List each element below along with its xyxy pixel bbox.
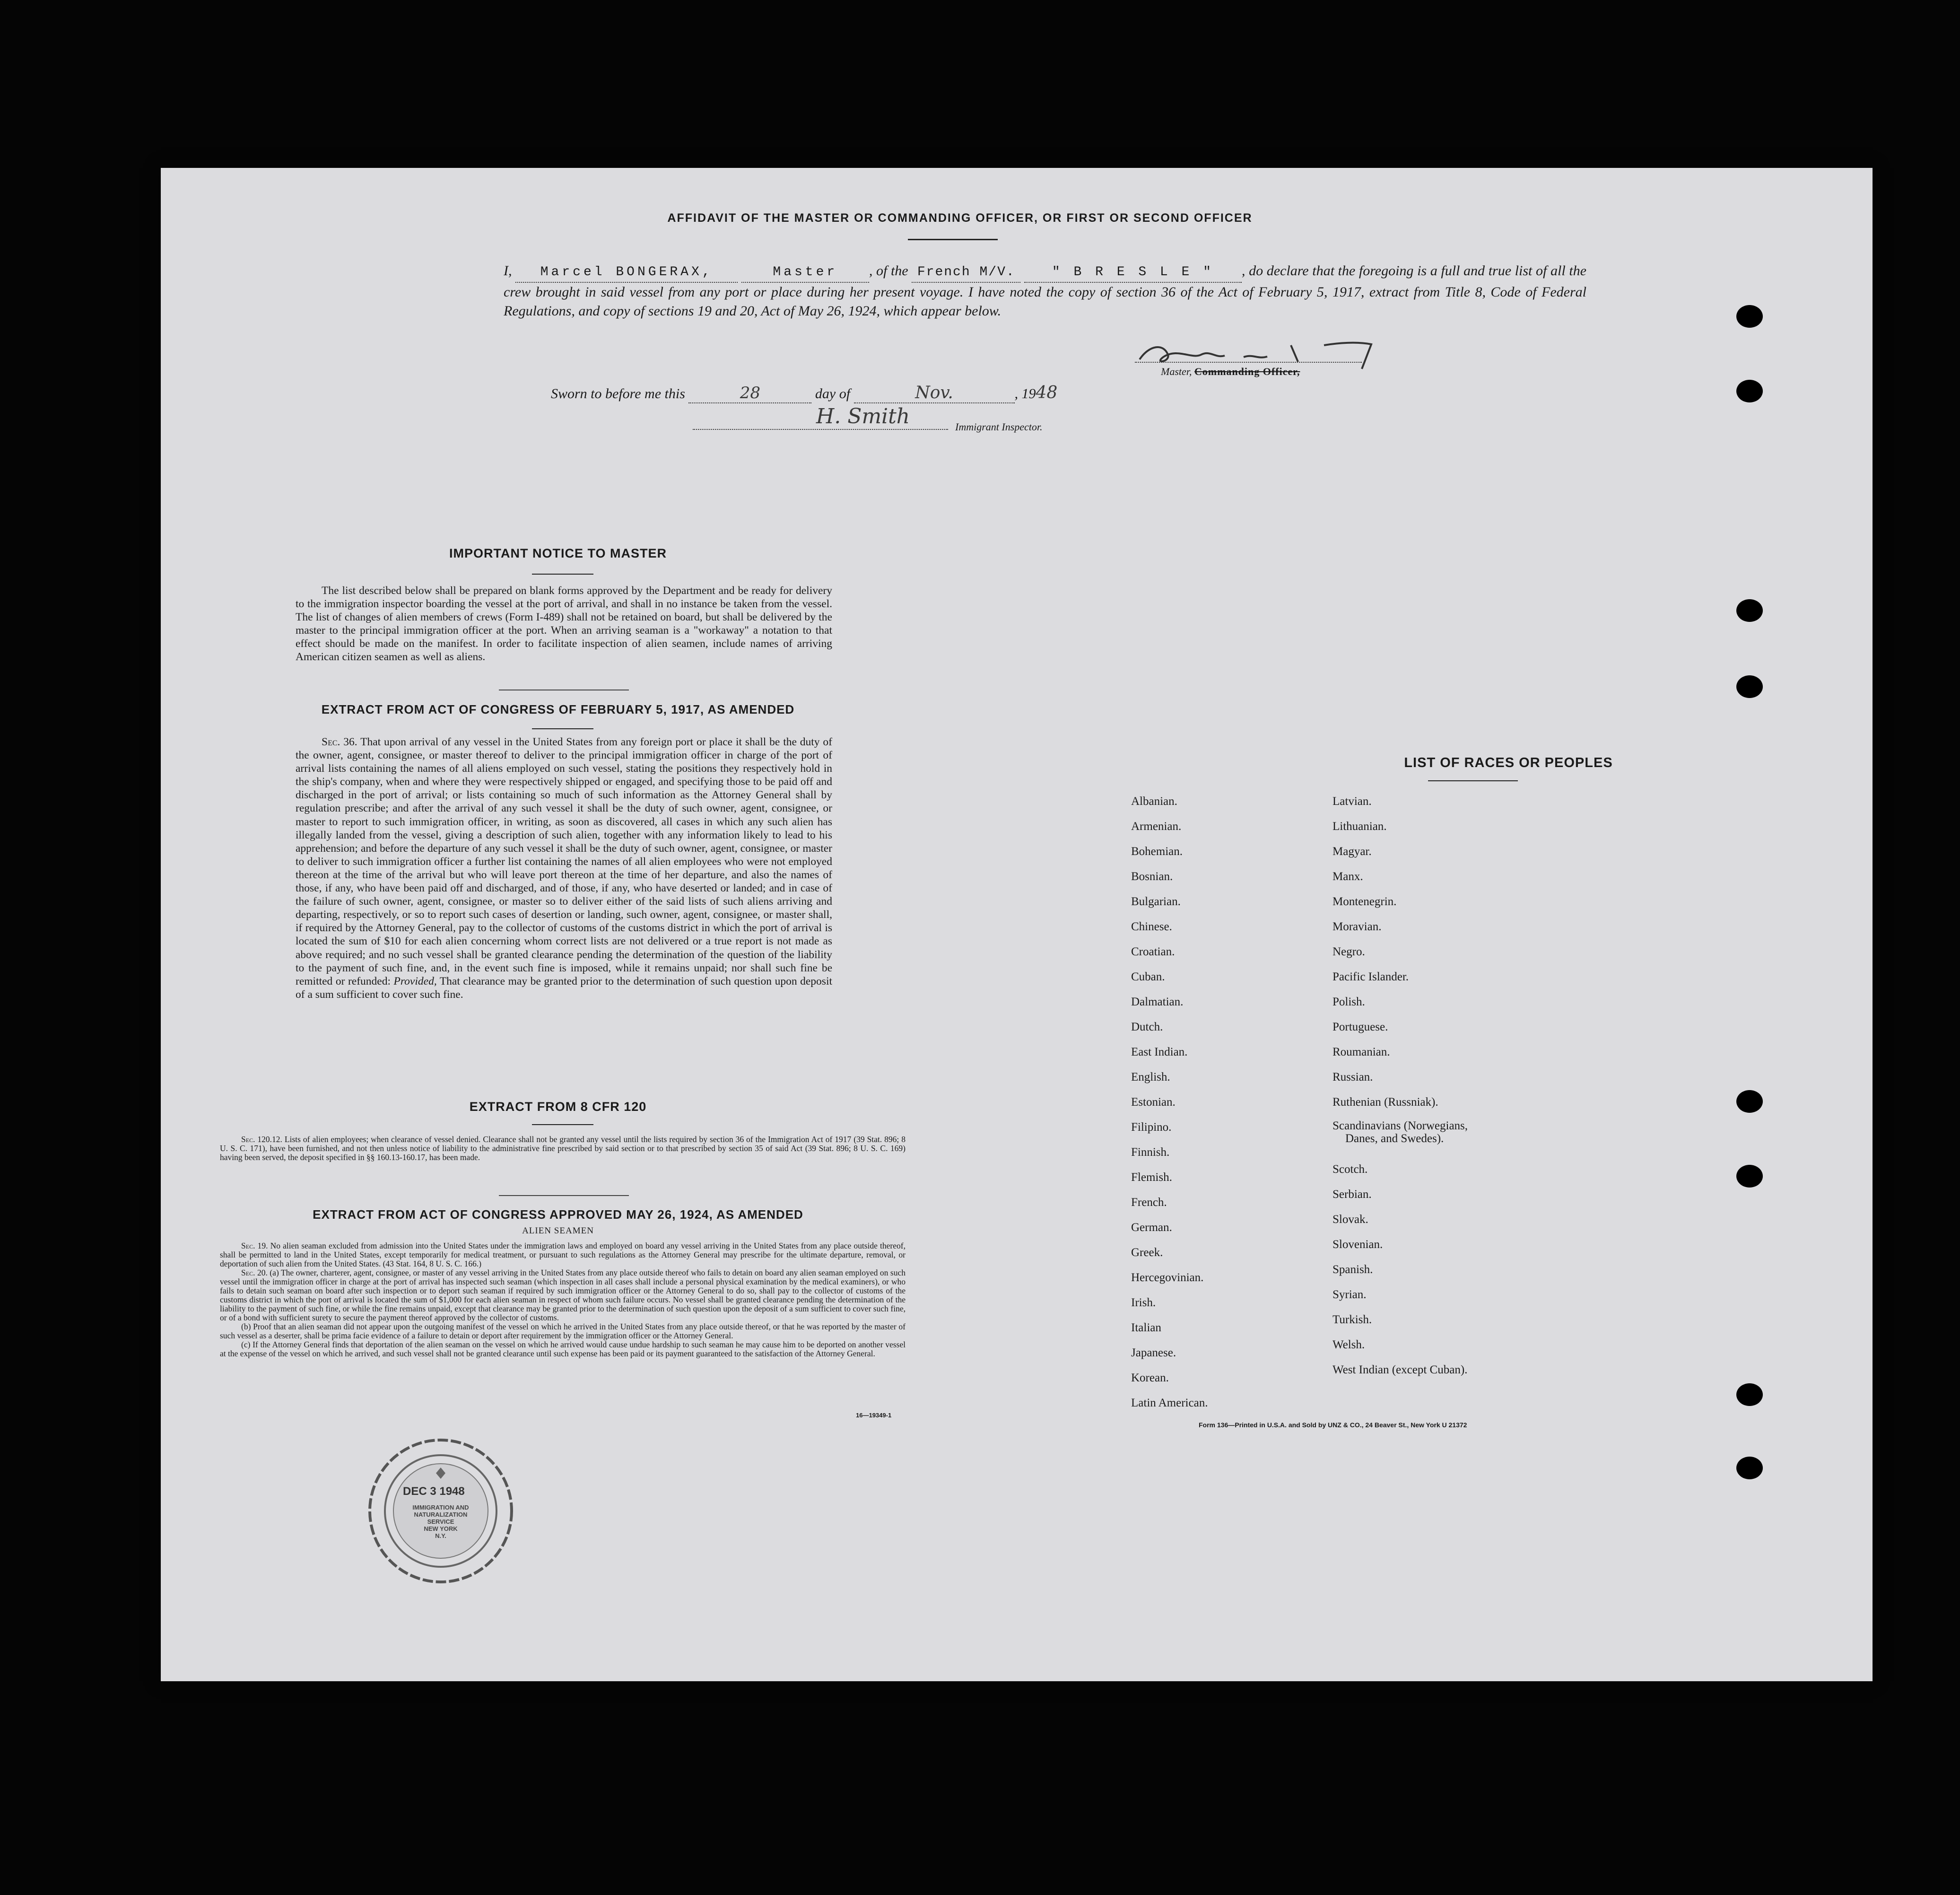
sec-20a-text: (a) The owner, charterer, agent, consignee, or master of any vessel arriving in the United States from any place outside thereof who fails to detain on board any alien seaman employed on such vessel until the immigration officer in charge at the port of arrival has inspected such seaman (which inspection in all cases shall include a personal physical examination by the medical examiners), or who fails to detain such seaman on board after such inspection or to deport such seaman if required by such immigration officer or the Attorney General to do so, shall pay to the collector of customs of the customs district in which the port of arrival is located the sum of $1,000 for each alien seaman in respect of whom such failure occurs. No vessel shall be granted clearance pending the determination of the liability to the payment of such fine, or while the fine remains unpaid, except that clearance may be granted prior to the determination of such question upon the deposit of a sum sufficient to cover such fine, or of a bond with sufficient surety to secure the payment thereof approved by the collector of customs. xyxy=(220,1268,906,1322)
stamp-line: N.Y. xyxy=(435,1532,446,1539)
race-item: Japanese. xyxy=(1131,1346,1176,1359)
race-item: German. xyxy=(1131,1221,1172,1234)
race-item: Manx. xyxy=(1333,870,1363,883)
race-item: Russian. xyxy=(1333,1071,1373,1083)
race-item: Irish. xyxy=(1131,1296,1156,1309)
race-item: Hercegovinian. xyxy=(1131,1271,1204,1284)
sec-19 xyxy=(220,1241,906,1268)
race-item: Ruthenian (Russniak). xyxy=(1333,1096,1438,1109)
act-1924-subtitle: ALIEN SEAMEN xyxy=(522,1226,594,1236)
stamp-text xyxy=(405,1504,476,1539)
binder-hole xyxy=(1736,1457,1763,1479)
act-1924-body xyxy=(220,1241,906,1358)
struck-caption: Commanding Officer, xyxy=(1194,366,1300,377)
stamp-line: NEW YORK xyxy=(424,1525,458,1532)
act-1917-sec-label: Sec. 36. xyxy=(322,736,357,748)
sec-20c: (c) If the Attorney General finds that deportation of the alien seaman on the vessel on which he arrived would cause undue hardship to such seaman he may cause him to be deported on another vessel at the expense of the vessel on which he arrived, and such vessel shall not be granted clearance until such expense has been paid or its payment guaranteed to the satisfaction of the Attorney General. xyxy=(220,1340,906,1358)
month-field: Nov. xyxy=(854,383,1015,403)
of-the-text: , of the xyxy=(869,263,908,279)
title-rule xyxy=(908,239,998,240)
race-item: Welsh. xyxy=(1333,1338,1365,1351)
day-field: 28 xyxy=(688,384,811,403)
sworn-line xyxy=(551,383,1057,403)
vessel-name-field: " B R E S L E " xyxy=(1024,263,1242,283)
binder-hole xyxy=(1736,675,1763,698)
stamp-line: NATURALIZATION xyxy=(414,1511,468,1518)
races-left-column xyxy=(1131,789,1208,1415)
notice-body: The list described below shall be prepared on blank forms approved by the Department and be ready for delivery to the immigration inspector boarding the vessel at the port of arrival, and shall in no instance be taken from the vessel. The list of changes of alien members of crews (Form I-489) shall not be retained on board, but shall be delivered by the master to the principal immigration officer at the port. When an arriving seaman is a "workaway" a notation to that effect should be made on the manifest. In order to facilitate inspection of alien seamen, include names of arriving American citizen seamen as well as aliens. xyxy=(296,585,832,663)
act-1917-provided: Provided, xyxy=(393,975,437,987)
race-item: Roumanian. xyxy=(1333,1046,1390,1058)
sec-20a xyxy=(220,1268,906,1322)
cfr-title: EXTRACT FROM 8 CFR 120 xyxy=(469,1100,647,1114)
act-1917-title: EXTRACT FROM ACT OF CONGRESS OF FEBRUARY 5, 1917, AS AMENDED xyxy=(321,702,795,716)
rank-field: Master xyxy=(741,263,869,283)
race-item: Bohemian. xyxy=(1131,845,1183,858)
cfr-text: Lists of alien employees; when clearance of vessel denied. Clearance shall not be granted any vessel until the lists required by section 36 of the Immigration Act of 1917 (39 Stat. 896; 8 U. S. C. 171), have been furnished, and not then unless notice of liability to the administrative fine prescribed by said section or to that prescribed by section 35 of said Act (39 Stat. 896; 8 U. S. C. 169) having been served, the deposit specified in §§ 160.13-160.17, has been made. xyxy=(220,1135,906,1162)
notice-title: IMPORTANT NOTICE TO MASTER xyxy=(449,546,667,560)
race-item: Lithuanian. xyxy=(1333,820,1387,833)
sworn-prefix: Sworn to before me this xyxy=(551,386,685,402)
act-1917-tail: That clearance may be granted prior to the determination of such question upon deposit of a sum sufficient to cover such fine. xyxy=(296,975,833,1001)
race-item: Danes, and Swedes). xyxy=(1345,1132,1444,1145)
binder-hole xyxy=(1736,380,1763,402)
act-1917-rule xyxy=(532,728,593,729)
race-item: West Indian (except Cuban). xyxy=(1333,1363,1468,1376)
inspector-signature: H. Smith xyxy=(816,404,910,428)
flag-field: French M/V. xyxy=(912,263,1020,283)
race-item: Slovak. xyxy=(1333,1213,1368,1226)
notice-rule xyxy=(532,574,593,575)
race-item: Portuguese. xyxy=(1333,1021,1388,1033)
race-item: Montenegrin. xyxy=(1333,895,1397,908)
affidavit-i: I, xyxy=(504,263,512,279)
race-item: Armenian. xyxy=(1131,820,1182,833)
race-item: Magyar. xyxy=(1333,845,1372,858)
race-item: Croatian. xyxy=(1131,945,1175,958)
day-of-text: day of xyxy=(815,386,851,402)
sec-19-text: No alien seaman excluded from admission into the United States under the immigration laws and employed on board any vessel arriving in the United States from any place outside thereof, shall be permitted to land in the United States, except temporarily for medical treatment, or pursuant to such regulations as the Attorney General may prescribe for the ultimate departure, removal, or deportation of such alien from the United States. (43 Stat. 164, 8 U. S. C. 166.) xyxy=(220,1241,906,1268)
race-item: Pacific Islander. xyxy=(1333,970,1409,983)
race-item: Scotch. xyxy=(1333,1163,1368,1176)
binder-hole xyxy=(1736,1383,1763,1406)
race-item: Cuban. xyxy=(1131,970,1165,983)
binder-hole xyxy=(1736,599,1763,622)
race-item: Negro. xyxy=(1333,945,1365,958)
race-item: Dalmatian. xyxy=(1131,996,1184,1008)
race-item: East Indian. xyxy=(1131,1046,1188,1058)
stamp-line: SERVICE xyxy=(427,1518,454,1525)
race-item: Polish. xyxy=(1333,996,1365,1008)
stamp-date: DEC 3 1948 xyxy=(403,1485,465,1498)
race-item: Estonian. xyxy=(1131,1096,1176,1109)
cfr-sec-label: Sec. 120.12. xyxy=(241,1135,282,1144)
affidavit-title: AFFIDAVIT OF THE MASTER OR COMMANDING OFFICER, OR FIRST OR SECOND OFFICER xyxy=(667,211,1253,225)
race-item: Korean. xyxy=(1131,1371,1169,1384)
inspector-signature-line xyxy=(693,429,948,430)
document-page xyxy=(161,168,1873,1681)
race-item: French. xyxy=(1131,1196,1167,1209)
race-item: Turkish. xyxy=(1333,1313,1372,1326)
races-title: LIST OF RACES OR PEOPLES xyxy=(1404,755,1613,770)
race-item: Filipino. xyxy=(1131,1121,1172,1134)
race-item: Flemish. xyxy=(1131,1171,1172,1184)
races-right-column xyxy=(1333,789,1468,1382)
race-item: Syrian. xyxy=(1333,1288,1367,1301)
race-item: Latin American. xyxy=(1131,1397,1208,1409)
cfr-body xyxy=(220,1135,906,1162)
race-item: Italian xyxy=(1131,1321,1161,1334)
year-prefix: , 19 xyxy=(1014,386,1036,402)
sec-20b: (b) Proof that an alien seaman did not appear upon the outgoing manifest of the vessel on which he arrived in the United States from any place outside thereof, or that he was reported by the master of such vessel as a deserter, shall be prima facie evidence of a failure to detain or deport after requirement by the immigration officer or the Attorney General. xyxy=(220,1322,906,1340)
form-footer: Form 136—Printed in U.S.A. and Sold by UNZ & CO., 24 Beaver St., New York U 21372 xyxy=(1199,1421,1467,1429)
act-1924-title: EXTRACT FROM ACT OF CONGRESS APPROVED MAY 26, 1924, AS AMENDED xyxy=(313,1207,803,1222)
race-item: Serbian. xyxy=(1333,1188,1372,1201)
binder-hole xyxy=(1736,1165,1763,1188)
binder-hole xyxy=(1736,305,1763,328)
declare-text: , do declare xyxy=(1241,263,1309,279)
race-item: Moravian. xyxy=(1333,920,1382,933)
race-item: Spanish. xyxy=(1333,1263,1373,1276)
act-1917-text: That upon arrival of any vessel in the United States from any foreign port or place it shall be the duty of the owner, agent, consignee, or master thereof to deliver to the principal immigration officer in charge of the port of arrival lists containing the names of all aliens employed on such vessel, stating the positions they respectively hold in the ship's company, when and where they were respectively shipped or engaged, and specifying those to be paid off and discharged in the port of arrival; or lists containing so much of such information as the Attorney General shall by regulation prescribe; and after the arrival of any such vessel it shall be the duty of such owner, agent, consignee, or master to report to such immigration officer, in writing, as soon as discovered, all cases in which any such alien has illegally landed from the vessel, giving a description of such alien, together with any information likely to lead to his apprehension; and before the departure of any such vessel it shall be the duty of such owner, agent, consignee, or master to deliver to such immigration officer a further list containing the names of all alien employees who were not employed thereon at the time of the arrival but who will leave port thereon at the time of her departure, and also the names of those, if any, who have been paid off and discharged, and of those, if any, who have deserted or landed; and in case of the failure of such owner, agent, consignee, or master so to deliver either of the said lists of such aliens arriving and departing, respectively, or so to report such cases of desertion or landing, such owner, agent, consignee, or master shall, if required by the Attorney General, pay to the collector of customs of the customs district in which the port of arrival is located the sum of $10 for each alien concerning whom correct lists are not delivered or a true report is not made as above required; and no such vessel shall be granted clearance pending the determination of the question of the liability to the payment of such fine, and, in the event such fine is imposed, while it remains unpaid; nor shall such fine be remitted or refunded: xyxy=(296,736,833,987)
divider-2 xyxy=(499,1195,629,1196)
race-item: Chinese. xyxy=(1131,920,1172,933)
race-item: Finnish. xyxy=(1131,1146,1170,1159)
inspector-caption: Immigrant Inspector. xyxy=(955,421,1043,433)
stamp-line: IMMIGRATION AND xyxy=(412,1504,469,1511)
master-caption-label: Master, xyxy=(1161,366,1192,377)
race-item: English. xyxy=(1131,1071,1170,1083)
affidavit-body xyxy=(504,262,1586,321)
affidavit-statement: that the foregoing is a full and true list of all the crew brought in said vessel from any port or place during her present voyage. I have noted the copy of section 36 of the Act of February 5, 1917, extract from Title 8, Code of Federal Regulations, and copy of sections 19 and 20, Act of May 26, 1924, which appear below. xyxy=(504,263,1586,319)
races-rule xyxy=(1428,780,1518,781)
race-item: Latvian. xyxy=(1333,795,1372,808)
master-name-field: Marcel BONGERAX, xyxy=(515,263,738,283)
race-item: Albanian. xyxy=(1131,795,1177,808)
act-1917-body xyxy=(296,735,832,1001)
race-item: Bulgarian. xyxy=(1131,895,1181,908)
form-code: 16—19349-1 xyxy=(856,1412,892,1419)
year-field: 48 xyxy=(1036,383,1058,402)
race-item: Bosnian. xyxy=(1131,870,1173,883)
binder-hole xyxy=(1736,1090,1763,1113)
sec-19-label: Sec. 19. xyxy=(241,1241,268,1250)
race-item: Greek. xyxy=(1131,1246,1163,1259)
sec-20-label: Sec. 20. xyxy=(241,1268,268,1277)
master-caption xyxy=(1161,366,1300,378)
cfr-rule xyxy=(532,1124,593,1125)
master-signature-line xyxy=(1135,362,1362,363)
race-item: Dutch. xyxy=(1131,1021,1163,1033)
race-item: Slovenian. xyxy=(1333,1238,1383,1251)
race-item: Scandinavians (Norwegians, xyxy=(1333,1119,1468,1132)
